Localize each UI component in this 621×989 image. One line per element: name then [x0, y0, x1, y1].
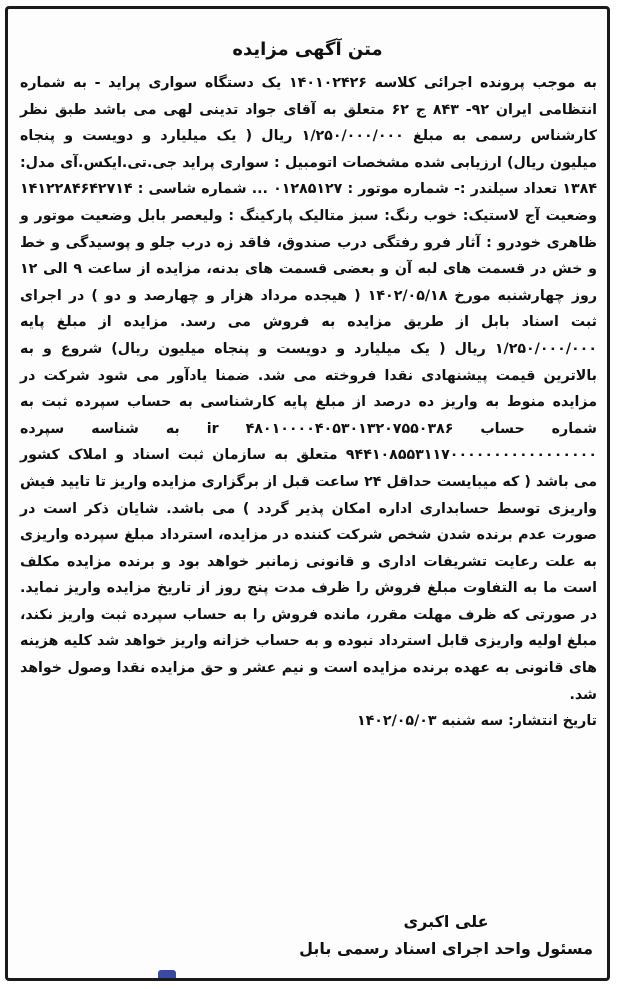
notice-body [14, 70, 601, 708]
notice-content [14, 17, 601, 970]
notice-title: متن آگهی مزایده [232, 39, 383, 60]
phone-icon [158, 970, 176, 978]
notice-body-text: به موجب پرونده اجرائی کلاسه ۱۴۰۱۰۲۴۲۶ یک دستگاه سواری پراید - به شماره انتظامی ایران ۹۲- ۸۴۳ ج ۶۲ متعلق به آقای جواد تدینی لهی می باشد طبق نظر کارشناس رسمی به مبلغ ۱/۲۵۰/۰۰۰/۰۰۰ ریال ( یک میلیارد و دویست و پنجاه میلیون ریال) ارزیابی شده مشخصات اتومبیل : سواری پراید جی.تی.ایکس.آی مدل: ۱۳۸۴ تعداد سیلندر :- شماره موتور : ۰۱۲۸۵۱۲۷ ... شماره شاسی : ۱۴۱۲۲۸۴۶۴۲۷۱۴ وضعیت آج لاستیک: خوب رنگ: سبز متالیک پارکینگ : ولیعصر بابل وضعیت موتور و ظاهری خودرو : آثار فرو رفتگی درب صندوق، فاقد زه درب جلو و پوسیدگی و خط و خش در قسمت های لبه آن و بعضی قسمت های بدنه، مزایده از ساعت ۹ الی ۱۲ روز چهارشنبه مورخ ۱۴۰۲/۰۵/۱۸ ( هیجده مرداد هزار و چهارصد و دو ) در اجرای ثبت اسناد بابل از طریق مزایده به فروش می رسد. مزایده از مبلغ پایه ۱/۲۵۰/۰۰۰/۰۰۰ ریال ( یک میلیارد و دویست و پنجاه میلیون ریال) شروع و به بالاترین قیمت پیشنهادی نقدا فروخته می شد. ضمنا یادآور می شود شرکت در مزایده منوط به واریز ده درصد از مبلغ پایه کارشناسی به حساب سپرده ثبت به شماره حساب ir ۴۸۰۱۰۰۰۰۴۰۵۳۰۱۳۲۰۷۵۵۰۳۸۶ به شناسه سپرده ۹۴۴۱۰۸۵۵۳۱۱۷۰۰۰۰۰۰۰۰۰۰۰۰۰۰۰۰۰ متعلق به سازمان ثبت اسناد و املاک کشور می باشد ( که میبایست حداقل ۲۴ ساعت قبل از برگزاری مزایده واریز تا تایید فیش واریزی توسط حسابداری اداره امکان پذیر گردد ) می باشد. شایان ذکر است در صورت عدم برنده شدن شخص شرکت کننده در مزایده، استرداد مبلغ سپرده واریزی به علت رعایت تشریفات اداری و قانونی زمانبر خواهد بود و برنده مزایده مکلف است ما به التفاوت مبلغ فروش را ظرف مدت پنج روز از تاریخ مزایده واریز نماید. در صورتی که ظرف مهلت مقرر، مانده فروش را به حساب سپرده ثبت واریز نکند، مبلغ اولیه واریزی قابل استرداد نبوده و به حساب خزانه واریز خواهد شد کلیه هزینه های قانونی به عهده برنده مزایده است و نیم عشر و حق مزایده نقدا وصول خواهد شد. [20, 75, 598, 703]
signer-name: علی اکبری [403, 912, 489, 931]
notice-frame [5, 6, 610, 981]
signer-title: مسئول واحد اجرای اسناد رسمی بابل [299, 939, 593, 958]
publication-date: تاریخ انتشار: سه شنبه ۱۴۰۲/۰۵/۰۳ [356, 713, 597, 730]
signature-block [299, 912, 593, 958]
